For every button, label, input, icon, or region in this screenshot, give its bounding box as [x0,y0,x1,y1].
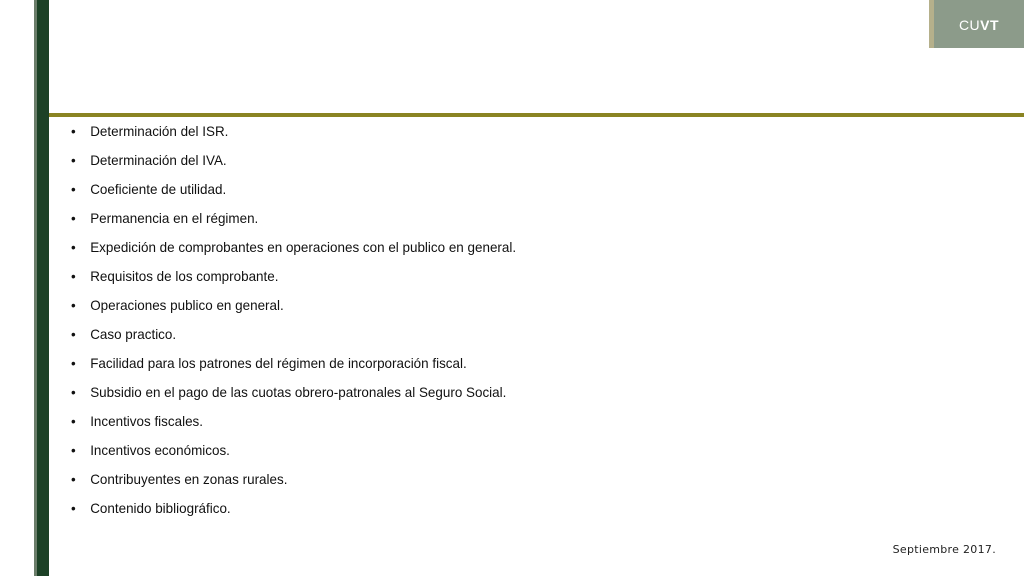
list-item [71,465,947,494]
list-item-text: Determinación del ISR. [90,123,229,139]
bullet-icon: • [71,384,76,400]
list-item [71,233,947,262]
list-item [71,407,947,436]
bullet-icon: • [71,239,76,255]
list-item-text: Permanencia en el régimen. [90,210,259,226]
bullet-icon: • [71,268,76,284]
bullet-icon: • [71,123,76,139]
topic-list [71,117,984,523]
list-item [71,494,947,523]
slide-content [71,117,984,523]
logo-text-suffix: VT [980,17,1000,33]
list-item-text: Expedición de comprobantes en operaciones con el publico en general. [90,239,517,255]
list-item [71,146,947,175]
list-item-text: Operaciones publico en general. [90,297,284,313]
list-item-text: Determinación del IVA. [90,152,227,168]
list-item-text: Requisitos de los comprobante. [90,268,279,284]
list-item-text: Subsidio en el pago de las cuotas obrero-patronales al Seguro Social. [90,384,507,400]
footer-date: Septiembre 2017. [892,543,996,556]
logo [929,0,1024,48]
list-item-text: Incentivos económicos. [90,442,230,458]
list-item [71,291,947,320]
list-item-text: Incentivos fiscales. [90,413,203,429]
bullet-icon: • [71,500,76,516]
left-sidebar-bar [37,0,49,576]
bullet-icon: • [71,471,76,487]
list-item-text: Coeficiente de utilidad. [90,181,227,197]
bullet-icon: • [71,442,76,458]
logo-text [934,17,1024,33]
list-item-text: Contenido bibliográfico. [90,500,231,516]
list-item [71,262,947,291]
logo-text-prefix: CU [958,17,981,33]
bullet-icon: • [71,355,76,371]
bullet-icon: • [71,152,76,168]
list-item [71,378,947,407]
list-item [71,204,947,233]
bullet-icon: • [71,181,76,197]
list-item [71,117,947,146]
list-item [71,436,947,465]
bullet-icon: • [71,297,76,313]
list-item-text: Caso practico. [90,326,177,342]
list-item [71,175,947,204]
bullet-icon: • [71,326,76,342]
list-item-text: Contribuyentes en zonas rurales. [90,471,288,487]
list-item [71,320,947,349]
list-item [71,349,947,378]
bullet-icon: • [71,413,76,429]
list-item-text: Facilidad para los patrones del régimen de incorporación fiscal. [90,355,467,371]
bullet-icon: • [71,210,76,226]
